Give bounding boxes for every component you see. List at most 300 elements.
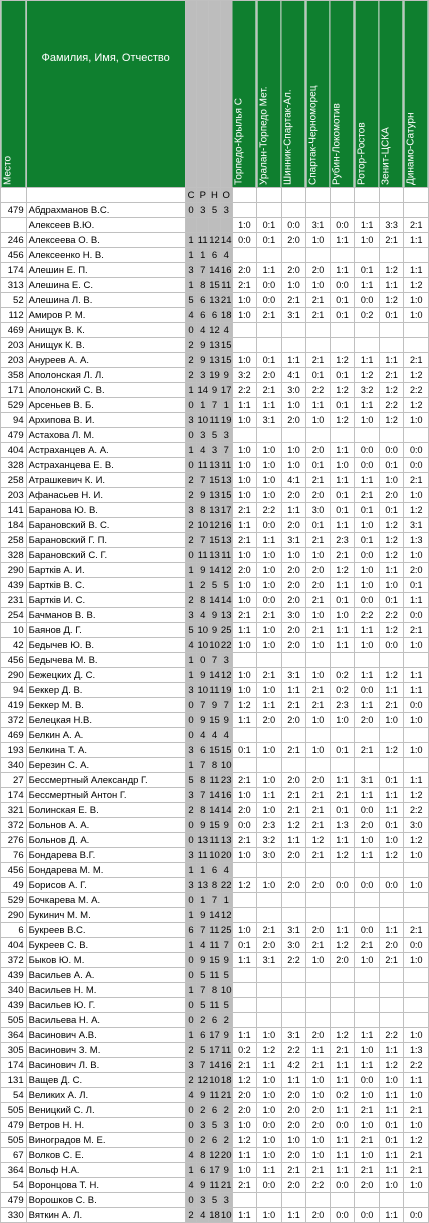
stat-cell: 15	[220, 339, 232, 351]
name-cell: Букреев С. В.	[26, 938, 185, 953]
stat-cell: 15	[220, 489, 232, 501]
score-cell	[281, 908, 306, 923]
score-cell: 4:1	[281, 473, 306, 488]
score-cell: 1:1	[404, 683, 429, 698]
table-row	[1, 1133, 429, 1148]
score-cell: 0:1	[257, 218, 282, 233]
score-cell	[379, 1193, 404, 1208]
score-cell: 0:1	[330, 488, 355, 503]
score-cell: 2:1	[404, 1163, 429, 1178]
score-cell: 1:0	[232, 683, 257, 698]
match-header: Динамо-Сатурн	[404, 1, 429, 188]
stat-cell: 11	[209, 969, 220, 981]
score-cell: 1:2	[379, 548, 404, 563]
score-cell: 1:1	[379, 1043, 404, 1058]
name-cell: Барановский В. С.	[26, 518, 185, 533]
table-row	[1, 1193, 429, 1208]
score-cell: 1:0	[306, 1088, 331, 1103]
score-cell: 1:0	[232, 668, 257, 683]
score-cell: 2:2	[379, 608, 404, 623]
stat-cell: 25	[220, 924, 232, 936]
table-row	[1, 1073, 429, 1088]
score-cell: 0:1	[355, 263, 380, 278]
stat-cell: 16	[220, 519, 232, 531]
stat-cell: 15	[220, 744, 232, 756]
score-cell	[330, 1013, 355, 1028]
score-cell: 2:0	[232, 1088, 257, 1103]
stat-label: О	[220, 188, 232, 203]
score-cell: 1:1	[330, 773, 355, 788]
score-cell: 2:0	[306, 923, 331, 938]
score-cell: 1:1	[281, 503, 306, 518]
table-row	[1, 503, 429, 518]
score-cell	[232, 863, 257, 878]
score-cell	[306, 203, 331, 218]
stat-cell: 9	[197, 953, 209, 968]
stat-cell: 18	[220, 1074, 232, 1086]
place-cell: 174	[1, 788, 27, 803]
score-cell: 1:0	[281, 458, 306, 473]
score-cell	[355, 1193, 380, 1208]
score-cell: 2:0	[306, 488, 331, 503]
score-cell: 1:0	[232, 413, 257, 428]
stat-cell: 9	[197, 818, 209, 833]
score-cell: 2:1	[306, 938, 331, 953]
table-row	[1, 578, 429, 593]
stat-cell: 5	[197, 1043, 209, 1058]
place-cell: 67	[1, 1148, 27, 1163]
stat-cell: 7	[209, 398, 221, 413]
stat-cell: 14	[209, 804, 220, 816]
stat-cell: 17	[220, 504, 232, 516]
score-cell: 1:2	[330, 383, 355, 398]
table-row	[1, 953, 429, 968]
score-cell: 0:0	[257, 278, 282, 293]
stat-cell: 17	[220, 384, 232, 396]
stat-cell: 4	[197, 608, 209, 623]
score-cell: 1:1	[281, 833, 306, 848]
score-cell: 2:1	[306, 308, 331, 323]
score-cell: 3:1	[257, 953, 282, 968]
score-cell: 1:0	[404, 308, 429, 323]
stat-cell: 6	[197, 1163, 209, 1178]
place-cell: 246	[1, 233, 27, 248]
stat-cell: 12	[220, 909, 232, 921]
stat-cell: 3	[185, 878, 197, 893]
score-cell: 0:2	[330, 683, 355, 698]
score-cell	[330, 428, 355, 443]
score-cell	[281, 338, 306, 353]
score-cell	[404, 428, 429, 443]
score-cell: 0:0	[355, 593, 380, 608]
stat-cell: 2	[185, 488, 197, 503]
score-cell: 1:1	[355, 668, 380, 683]
score-cell: 2:1	[306, 473, 331, 488]
score-cell: 1:0	[281, 278, 306, 293]
table-row	[1, 623, 429, 638]
score-cell	[306, 893, 331, 908]
stat-cell: 0	[185, 1103, 197, 1118]
stat-cell: 4	[197, 323, 209, 338]
score-cell: 1:0	[232, 293, 257, 308]
score-cell: 1:1	[379, 788, 404, 803]
name-cell: Бондарева В.Г.	[26, 848, 185, 863]
stat-label: Н	[209, 188, 221, 203]
score-cell: 0:1	[355, 503, 380, 518]
score-cell: 1:1	[330, 233, 355, 248]
stat-cell: 15	[209, 714, 220, 726]
stat-cell: 4	[197, 728, 209, 743]
name-cell: Больнов Д. А.	[26, 833, 185, 848]
stat-cell: 11	[209, 684, 220, 696]
score-cell	[404, 998, 429, 1013]
table-row	[1, 218, 429, 233]
stat-cell: 4	[185, 1178, 197, 1193]
score-cell: 2:1	[232, 503, 257, 518]
score-cell	[257, 248, 282, 263]
score-cell: 2:1	[404, 1103, 429, 1118]
score-cell: 1:1	[257, 263, 282, 278]
score-cell: 1:0	[257, 458, 282, 473]
place-cell: 328	[1, 548, 27, 563]
place-cell: 340	[1, 983, 27, 998]
name-cell: Анищук К. В.	[26, 338, 185, 353]
stat-cell: 7	[197, 533, 209, 548]
stat-cell: 8	[197, 1148, 209, 1163]
stat-cell: 0	[185, 1133, 197, 1148]
score-cell: 0:0	[257, 518, 282, 533]
name-cell: Алешина Е. С.	[26, 278, 185, 293]
score-cell: 2:0	[355, 1178, 380, 1193]
stat-cell: 10	[209, 1074, 220, 1086]
score-cell	[232, 1193, 257, 1208]
score-cell: 1:1	[379, 1208, 404, 1223]
score-cell: 0:0	[257, 593, 282, 608]
score-cell: 1:0	[355, 638, 380, 653]
name-cell: Алексеенко Н. В.	[26, 248, 185, 263]
stat-cell: 3	[185, 503, 197, 518]
score-cell	[355, 1013, 380, 1028]
score-cell: 1:0	[404, 848, 429, 863]
stat-cell: 0	[185, 998, 197, 1013]
score-cell: 1:1	[281, 1073, 306, 1088]
score-cell: 1:0	[355, 1088, 380, 1103]
score-cell: 1:2	[330, 353, 355, 368]
score-cell: 0:1	[379, 1118, 404, 1133]
table-row	[1, 428, 429, 443]
match-header: Ротор-Ростов	[355, 1, 380, 188]
table-row	[1, 1208, 429, 1223]
table-row	[1, 323, 429, 338]
score-cell: 2:1	[379, 368, 404, 383]
stat-cell: 2	[185, 518, 197, 533]
score-cell: 1:2	[404, 503, 429, 518]
stat-cell: 5	[209, 428, 221, 443]
score-cell: 1:1	[379, 1148, 404, 1163]
stat-cell: 22	[220, 639, 232, 651]
stat-cell: 0	[185, 893, 197, 908]
score-cell: 1:0	[281, 398, 306, 413]
score-cell: 2:1	[306, 353, 331, 368]
name-cell: Алексеева О. В.	[26, 233, 185, 248]
score-cell: 1:1	[330, 923, 355, 938]
score-cell	[355, 863, 380, 878]
stat-cell: 1	[185, 563, 197, 578]
stat-cell: 14	[220, 594, 232, 606]
match-header: Спартак-Черноморец	[306, 1, 331, 188]
stat-cell: 5	[185, 623, 197, 638]
score-cell	[257, 968, 282, 983]
score-cell: 3:1	[281, 1028, 306, 1043]
score-cell	[330, 908, 355, 923]
place-cell	[1, 218, 27, 233]
stat-cell: 12	[209, 324, 220, 336]
stat-cell: 25	[220, 624, 232, 636]
name-cell: Белкина Т. А.	[26, 743, 185, 758]
score-cell: 1:0	[355, 1118, 380, 1133]
score-cell: 2:0	[281, 878, 306, 893]
name-cell: Больнов А. А.	[26, 818, 185, 833]
score-cell: 1:1	[355, 788, 380, 803]
name-cell: Бедычева М. В.	[26, 653, 185, 668]
stat-cell: 6	[209, 1133, 221, 1148]
score-cell	[232, 428, 257, 443]
score-cell: 1:0	[232, 443, 257, 458]
name-cell: Бартків А. И.	[26, 563, 185, 578]
place-cell: 529	[1, 893, 27, 908]
stat-cell: 4	[220, 863, 232, 878]
score-cell: 3:0	[257, 848, 282, 863]
stat-cell: 5	[220, 578, 232, 593]
stat-cell: 17	[209, 1164, 220, 1176]
score-cell: 2:2	[404, 803, 429, 818]
stat-cell: 1	[197, 248, 209, 263]
place-cell: 258	[1, 533, 27, 548]
stat-cell: 14	[209, 594, 220, 606]
score-cell: 1:0	[355, 578, 380, 593]
stat-cell: 11	[209, 774, 220, 786]
score-cell: 1:2	[379, 668, 404, 683]
score-cell: 1:0	[404, 1118, 429, 1133]
score-cell: 0:0	[330, 878, 355, 893]
score-cell	[330, 968, 355, 983]
name-cell: Васинович Л. В.	[26, 1058, 185, 1073]
stat-cell: 5	[209, 203, 221, 218]
score-cell	[379, 968, 404, 983]
table-row	[1, 473, 429, 488]
score-cell: 3:1	[306, 218, 331, 233]
place-header: Место	[1, 1, 27, 188]
place-cell: 313	[1, 278, 27, 293]
score-cell	[232, 908, 257, 923]
score-cell: 1:0	[379, 1178, 404, 1193]
stat-cell: 14	[209, 564, 220, 576]
stat-cell: 13	[209, 354, 220, 366]
stat-cell: 5	[220, 998, 232, 1013]
stat-cell: 0	[185, 728, 197, 743]
stat-cell: 2	[185, 533, 197, 548]
stat-cell: 6	[197, 308, 209, 323]
name-cell: Бочкарева М. А.	[26, 893, 185, 908]
score-cell: 2:1	[281, 743, 306, 758]
score-cell	[379, 998, 404, 1013]
stat-cell: 4	[197, 1208, 209, 1223]
score-cell: 3:3	[379, 218, 404, 233]
stat-cell: 7	[197, 263, 209, 278]
name-cell: Букреев В.С.	[26, 923, 185, 938]
score-cell: 1:1	[355, 473, 380, 488]
stat-cell: 11	[209, 414, 220, 426]
score-cell: 1:1	[330, 578, 355, 593]
score-cell: 2:0	[281, 713, 306, 728]
score-cell: 1:0	[257, 488, 282, 503]
score-cell: 0:0	[355, 803, 380, 818]
stats-header-blank	[197, 1, 209, 188]
stat-cell: 13	[209, 339, 220, 351]
stat-cell: 13	[209, 504, 220, 516]
score-cell: 1:0	[404, 878, 429, 893]
score-cell	[404, 983, 429, 998]
stat-cell: 3	[185, 743, 197, 758]
score-cell: 1:1	[404, 668, 429, 683]
score-cell	[306, 323, 331, 338]
table-row	[1, 293, 429, 308]
stat-cell: 15	[209, 954, 220, 966]
score-cell	[257, 863, 282, 878]
score-cell: 2:0	[306, 878, 331, 893]
score-cell: 0:0	[355, 548, 380, 563]
place-cell: 479	[1, 203, 27, 218]
place-cell: 193	[1, 743, 27, 758]
score-cell: 2:0	[281, 563, 306, 578]
stat-cell	[209, 218, 221, 233]
score-cell: 1:0	[306, 548, 331, 563]
stat-cell: 14	[209, 669, 220, 681]
match-header: Шинник-Спартак-Ал.	[281, 1, 306, 188]
stat-cell: 10	[197, 519, 209, 531]
stat-cell: 3	[185, 263, 197, 278]
stat-cell: 3	[197, 203, 209, 218]
score-cell: 2:1	[355, 1103, 380, 1118]
stat-cell: 7	[209, 893, 221, 908]
stat-cell: 1	[185, 653, 197, 668]
score-cell: 1:1	[330, 443, 355, 458]
table-row	[1, 758, 429, 773]
score-cell: 2:2	[404, 1058, 429, 1073]
stat-cell: 13	[197, 834, 209, 846]
score-cell	[355, 728, 380, 743]
score-cell	[232, 1013, 257, 1028]
score-cell	[232, 998, 257, 1013]
score-cell: 2:0	[379, 488, 404, 503]
stat-cell: 12	[220, 564, 232, 576]
score-cell: 0:1	[232, 938, 257, 953]
score-cell: 1:1	[355, 848, 380, 863]
score-cell: 1:1	[281, 683, 306, 698]
score-cell: 2:2	[306, 1178, 331, 1193]
stat-cell: 15	[220, 354, 232, 366]
blank-cell	[281, 188, 306, 203]
score-cell: 0:1	[330, 743, 355, 758]
stat-cell: 0	[185, 698, 197, 713]
score-cell: 0:0	[355, 923, 380, 938]
score-cell: 0:1	[379, 308, 404, 323]
score-cell: 1:2	[257, 1043, 282, 1058]
stat-cell: 11	[209, 834, 220, 846]
stat-cell: 7	[197, 758, 209, 773]
place-cell: 42	[1, 638, 27, 653]
score-cell: 1:1	[404, 1073, 429, 1088]
score-cell: 1:0	[404, 743, 429, 758]
score-cell: 2:0	[306, 1118, 331, 1133]
stat-cell: 12	[209, 1149, 220, 1161]
place-cell: 479	[1, 428, 27, 443]
stat-cell: 5	[209, 1118, 221, 1133]
score-cell	[330, 338, 355, 353]
score-cell: 1:0	[257, 1208, 282, 1223]
stat-cell: 9	[209, 698, 221, 713]
score-cell	[355, 428, 380, 443]
stat-cell: 0	[185, 323, 197, 338]
score-cell: 2:0	[379, 938, 404, 953]
score-cell: 1:1	[355, 398, 380, 413]
score-cell: 0:1	[330, 803, 355, 818]
score-cell	[404, 968, 429, 983]
stat-cell: 10	[197, 624, 209, 636]
table-row	[1, 773, 429, 788]
place-cell: 276	[1, 833, 27, 848]
score-cell: 2:0	[281, 1103, 306, 1118]
stat-cell: 9	[220, 368, 232, 383]
stat-cell: 4	[197, 938, 209, 953]
score-cell: 1:0	[404, 638, 429, 653]
score-cell: 1:1	[330, 1058, 355, 1073]
place-cell: 231	[1, 593, 27, 608]
score-cell: 0:0	[379, 878, 404, 893]
place-cell: 364	[1, 1163, 27, 1178]
stat-cell: 21	[220, 1089, 232, 1101]
score-cell	[404, 728, 429, 743]
score-cell: 0:0	[257, 1178, 282, 1193]
score-cell: 1:0	[355, 1148, 380, 1163]
score-cell: 2:1	[404, 623, 429, 638]
place-cell: 290	[1, 563, 27, 578]
stat-cell: 2	[185, 473, 197, 488]
score-cell: 1:1	[257, 788, 282, 803]
place-cell: 184	[1, 518, 27, 533]
place-cell: 479	[1, 1193, 27, 1208]
score-cell: 2:1	[404, 923, 429, 938]
score-cell: 2:1	[306, 788, 331, 803]
score-cell: 1:1	[379, 803, 404, 818]
stat-cell: 1	[185, 908, 197, 923]
score-cell: 2:2	[257, 503, 282, 518]
place-cell: 49	[1, 878, 27, 893]
score-cell: 0:1	[379, 818, 404, 833]
blank-cell	[232, 188, 257, 203]
score-cell: 0:0	[330, 218, 355, 233]
score-cell: 2:1	[355, 743, 380, 758]
place-cell: 305	[1, 1043, 27, 1058]
score-cell: 2:1	[281, 803, 306, 818]
match-header: Уралан-Торпедо Мет.	[257, 1, 282, 188]
score-cell	[306, 728, 331, 743]
score-cell: 2:3	[330, 533, 355, 548]
stat-cell: 4	[209, 728, 221, 743]
place-cell: 94	[1, 683, 27, 698]
stat-cell: 10	[209, 639, 220, 651]
stat-cell: 1	[185, 248, 197, 263]
